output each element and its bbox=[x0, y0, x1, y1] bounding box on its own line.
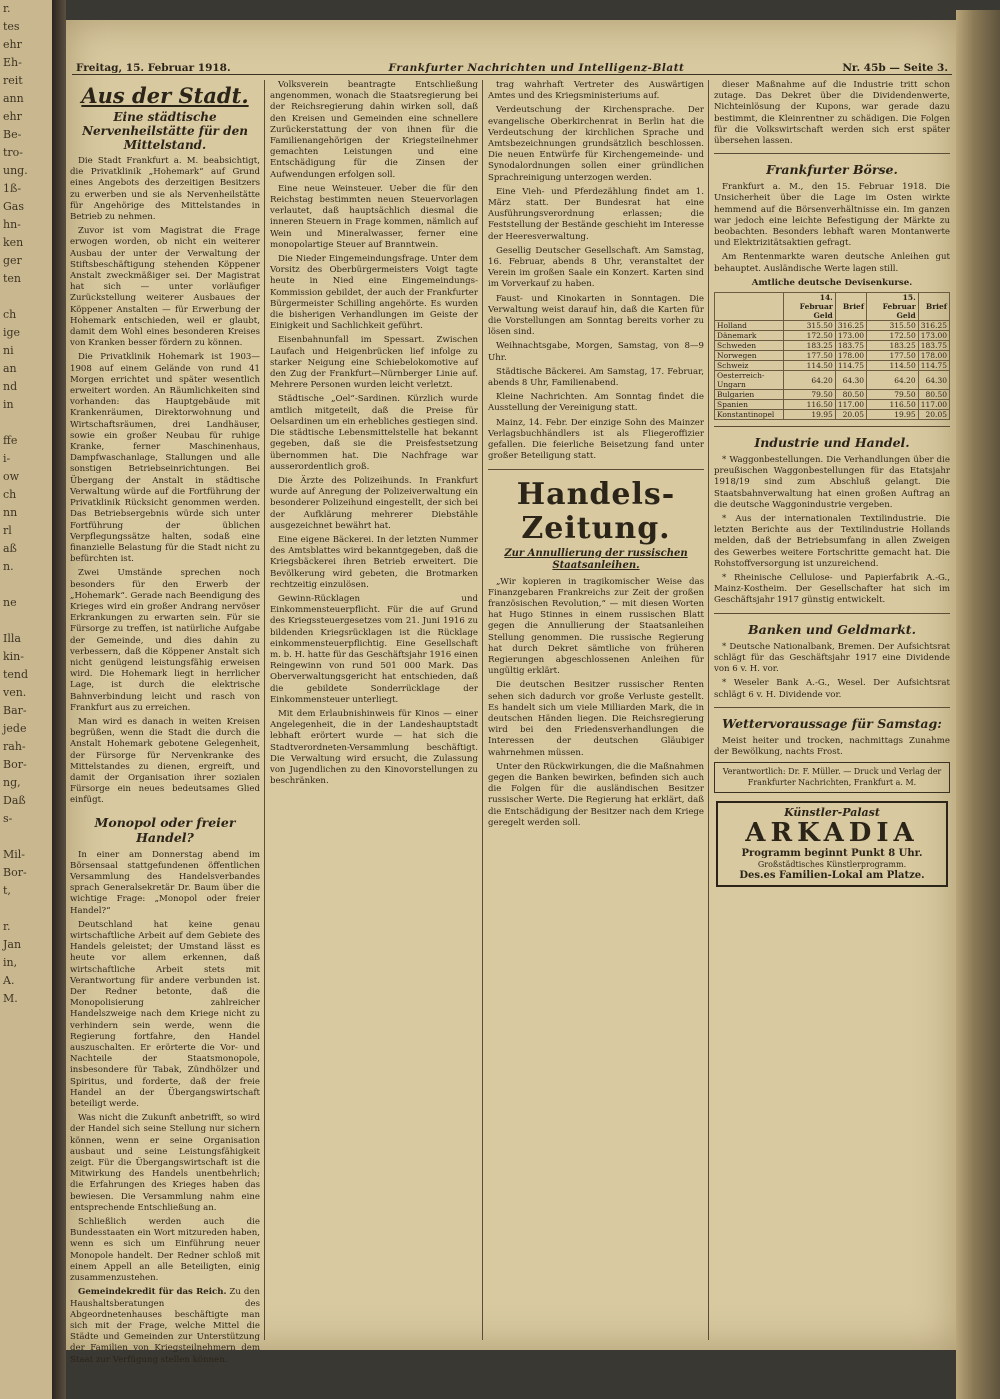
ad-line: Des.es Familien-Lokal am Platze. bbox=[739, 870, 925, 882]
table-cell: 183.25 bbox=[867, 341, 919, 351]
table-cell: 316.25 bbox=[835, 321, 866, 331]
table-header-cell: 15. Februar Geld bbox=[867, 293, 919, 321]
divider bbox=[488, 469, 704, 470]
previous-page-fragment bbox=[0, 288, 52, 306]
table-cell: 20.05 bbox=[835, 410, 866, 420]
table-cell: 172.50 bbox=[784, 331, 836, 341]
inline-heading: Gemeindekredit für das Reich. bbox=[78, 1287, 227, 1298]
previous-page-fragment: t, bbox=[3, 884, 11, 897]
table-cell: 80.50 bbox=[835, 390, 866, 400]
paragraph: Zuvor ist vom Magistrat die Frage erwogen worden, ob nicht ein weiterer Ausbau der unter der Verwaltung der Stiftsbeschäftigung stehenden Köppener Anstalt zweckmäßiger sei. Der Magistrat hat sich — unter vorläufiger Zurückstellung weiterer Ausbaues der Köppener Anstalten — für Erwerbung der Hohemark entschieden, weil er glaubt, damit dem Wohl eines besonderen Kreises von Kranken besser fördern zu können. bbox=[70, 226, 260, 349]
previous-page-fragment: n. bbox=[3, 560, 14, 573]
previous-page-fragment: ni bbox=[3, 344, 14, 357]
table-cell: 177.50 bbox=[784, 351, 836, 361]
table-cell: Norwegen bbox=[715, 351, 784, 361]
previous-page-fragment: reit bbox=[3, 74, 23, 87]
previous-page-fragment: ne bbox=[3, 596, 17, 609]
divider bbox=[714, 153, 950, 154]
table-cell: 173.00 bbox=[918, 331, 949, 341]
previous-page-fragment: ng, bbox=[3, 776, 21, 789]
table-row bbox=[715, 400, 950, 410]
table-header-cell bbox=[715, 293, 784, 321]
column-1 bbox=[70, 80, 261, 1365]
table-cell: Schweiz bbox=[715, 361, 784, 371]
article-subheading: Eine städtische Nervenheilstätte für den Mittelstand. bbox=[82, 110, 248, 152]
table-cell: 64.30 bbox=[835, 371, 866, 390]
previous-page-fragment: tend bbox=[3, 668, 29, 681]
article-subheading: Zur Annullierung der russischen Staatsanleihen. bbox=[504, 547, 688, 571]
paragraph: * Weseler Bank A.-G., Wesel. Der Aufsichtsrat schlägt 6 v. H. Dividende vor. bbox=[714, 678, 950, 700]
table-cell: 116.50 bbox=[867, 400, 919, 410]
table-cell: 116.50 bbox=[784, 400, 836, 410]
paragraph: * Waggonbestellungen. Die Verhandlungen über die preußischen Waggonbestellungen für das Etatsjahr 1918/19 sind zum Abschluß gelangt. Die Staatsbahnverwaltung hat einen großen Auftrag an die deutsche Waggonindustrie vergeben. bbox=[714, 455, 950, 510]
previous-page-fragment: aß bbox=[3, 542, 17, 555]
table-cell: 172.50 bbox=[867, 331, 919, 341]
table-cell: Bulgarien bbox=[715, 390, 784, 400]
banken-heading: Banken und Geldmarkt. bbox=[748, 621, 916, 637]
paragraph: * Rheinische Cellulose- und Papierfabrik A.-G., Mainz-Kostheim. Der Gesellschafter hat sich im Geschäftsjahr 1917 günstig entwickelt. bbox=[714, 573, 950, 606]
paragraph: Gesellig Deutscher Gesellschaft. Am Samstag, 16. Februar, abends 8 Uhr, veranstaltet der Verein im großen Saale ein Konzert. Karten sind im Vorverkauf zu haben. bbox=[488, 245, 704, 290]
ad-line: Programm beginnt Punkt 8 Uhr. bbox=[741, 847, 923, 859]
table-row bbox=[715, 331, 950, 341]
paragraph: Frankfurt a. M., den 15. Februar 1918. Die Unsicherheit über die Lage im Osten wirkte hemmend auf die Börsenverhältnisse ein. Im ganzen war jedoch eine leichte Befestigung der Märkte zu beobachten. Besonders lebhaft waren Montanwerte und Elektrizitätsaktien gefragt. bbox=[714, 182, 950, 249]
table-cell: 64.30 bbox=[918, 371, 949, 390]
previous-page-fragment: nd bbox=[3, 380, 18, 393]
previous-page-fragment: Be- bbox=[3, 128, 22, 141]
previous-page-fragment: Gas bbox=[3, 200, 24, 213]
previous-page-fragment: kin- bbox=[3, 650, 24, 663]
paragraph: Die Privatklinik Hohemark ist 1903—1908 auf einem Gelände von rund 41 Morgen errichtet und später wesentlich erweitert worden. An Räumlichkeiten sind vorhanden: das Hauptgebäude mit Krankenräumen, Direktorwohnung und Wirtschaftsräumen, drei Landhäuser, sowie ein großer Neubau für ruhige Kranke, ferner Maschinenhaus, Dampfwaschanlage, Stallungen und alle sonstigen Betriebseinrichtungen. Bei Übergang der Anstalt in städtische Verwaltung würde auf die Fortführung der Privatklinik Rücksicht genommen werden. Das Betriebsergebnis würde sich unter Fortführung der üblichen Verpflegungssätze halten, sodaß eine finanzielle Belastung für die Stadt nicht zu befürchten ist. bbox=[70, 352, 260, 565]
table-row bbox=[715, 410, 950, 420]
paragraph: trag wahrhaft Vertreter des Auswärtigen Amtes und des Kriegsministeriums auf. bbox=[488, 80, 704, 102]
table-row bbox=[715, 371, 950, 390]
article-body bbox=[70, 156, 260, 807]
column-rule bbox=[482, 80, 483, 1340]
paragraph: Die Ärzte des Polizeihunds. In Frankfurt wurde auf Anregung der Polizeiverwaltung ein besonderer Polizeihund eingestellt, der sich bei der Aufklärung mehrerer Diebstähle ausgezeichnet bewährt hat. bbox=[270, 475, 478, 531]
table-cell: 19.95 bbox=[867, 410, 919, 420]
exchange-rates-table bbox=[714, 292, 950, 420]
table-cell: 114.75 bbox=[835, 361, 866, 371]
paragraph: Faust- und Kinokarten in Sonntagen. Die Verwaltung weist darauf hin, daß die Karten für die Vorstellungen am Sonntag bereits vorher zu lösen sind. bbox=[488, 293, 704, 338]
table-cell: 117.00 bbox=[918, 400, 949, 410]
previous-page-fragment: Mil- bbox=[3, 848, 26, 861]
table-row bbox=[715, 341, 950, 351]
previous-page-fragment bbox=[0, 414, 52, 432]
column-rule bbox=[708, 80, 709, 1340]
paragraph: Städtische Bäckerei. Am Samstag, 17. Februar, abends 8 Uhr, Familienabend. bbox=[488, 366, 704, 389]
previous-page-fragment: ch bbox=[3, 308, 17, 321]
table-cell: 114.50 bbox=[784, 361, 836, 371]
table-cell: Dänemark bbox=[715, 331, 784, 341]
previous-page-fragment: an bbox=[3, 362, 17, 375]
article-heading: Monopol oder freier Handel? bbox=[94, 814, 236, 845]
previous-page-fragment: Bor- bbox=[3, 758, 27, 771]
previous-page-fragment: Daß bbox=[3, 794, 26, 807]
previous-page-fragment: hn- bbox=[3, 218, 21, 231]
arkadia-advertisement bbox=[716, 801, 948, 888]
paragraph: Kleine Nachrichten. Am Sonntag findet die Ausstellung der Vereinigung statt. bbox=[488, 392, 704, 414]
article-body bbox=[70, 850, 260, 1285]
table-body bbox=[715, 321, 950, 420]
handels-zeitung-title: Handels-Zeitung. bbox=[516, 476, 676, 546]
previous-page-fragment: ger bbox=[3, 254, 22, 267]
divider bbox=[714, 707, 950, 708]
previous-page-fragment: ige bbox=[3, 326, 21, 339]
paragraph: Deutschland hat keine genau wirtschaftliche Arbeit auf dem Gebiete des Handels geleistet; der Umstand lässt es heute vor allem erkennen, daß wirtschaftliche Arbeit stets mit Verantwortung für andere verbunden ist. Der Redner betonte, daß die Monopolisierung zahlreicher Handelszweige nach dem Kriege nicht zu verhindern sein werde, wenn die Regierung fortfahre, den Handel auszuschalten. Er erörterte die Vor- und Nachteile der Staatsmonopole, insbesondere für Tabak, Zündhölzer und Spiritus, und forderte, daß der freie Handel an der Übergangswirtschaft beteiligt werde. bbox=[70, 919, 260, 1110]
table-cell: 173.00 bbox=[835, 331, 866, 341]
page-header bbox=[72, 56, 952, 75]
previous-page-fragment: ow bbox=[3, 470, 20, 483]
book-edge bbox=[956, 10, 1000, 1399]
previous-page-fragment: nn bbox=[3, 506, 18, 519]
previous-page-fragment: M. bbox=[3, 992, 18, 1005]
header-date: Freitag, 15. Februar 1918. bbox=[76, 62, 231, 74]
paragraph: Eine Vieh- und Pferdezählung findet am 1. März statt. Der Bundesrat hat eine Ausführungsverordnung erlassen; die Feststellung der Bestände geschieht im Interesse der Heeresverwaltung. bbox=[488, 186, 704, 242]
previous-page-fragment: Bar- bbox=[3, 704, 27, 717]
paragraph: Volksverein beantragte Entschließung angenommen, wonach die Staatsregierung bei der Reichsregierung dahin wirken soll, daß den Kreisen und Gemeinden eine schnellere Zurückerstattung der von ihnen für die Familienangehörigen der Kriegsteilnehmer gemachten Leistungen und eine Entschädigung für die Zinsen der Aufwendungen erfolgen soll. bbox=[270, 80, 478, 180]
wetter-heading: Wettervoraussage für Samstag: bbox=[722, 715, 942, 731]
table-row bbox=[715, 390, 950, 400]
paragraph: Eisenbahnunfall im Spessart. Zwischen Laufach und Heigenbrücken lief infolge zu starker Neigung eine Schiebelokomotive auf den Zug der Frankfurt—Nürnberger Linie auf. Mehrere Personen wurden leicht verletzt. bbox=[270, 335, 478, 391]
ad-line: Großstädtisches Künstlerprogramm. bbox=[757, 859, 907, 869]
header-page-number: Nr. 45b — Seite 3. bbox=[842, 62, 948, 74]
page-gutter bbox=[52, 0, 66, 1399]
table-cell: 19.95 bbox=[784, 410, 836, 420]
table-cell: 178.00 bbox=[835, 351, 866, 361]
paragraph: Mainz, 14. Febr. Der einzige Sohn des Mainzer Verlagsbuchhändlers ist als Fliegeroffizier gefallen. Die feierliche Beisetzung fand unter großer Beteiligung statt. bbox=[488, 417, 704, 462]
newspaper-page bbox=[66, 20, 956, 1365]
previous-page-fragment: ehr bbox=[3, 38, 22, 51]
previous-page-fragment: r. bbox=[3, 2, 11, 15]
previous-page-fragment bbox=[0, 576, 52, 594]
table-header-cell: 14. Februar Geld bbox=[784, 293, 836, 321]
previous-page-fragment: in bbox=[3, 398, 14, 411]
previous-page-fragment: rl bbox=[3, 524, 12, 537]
previous-page-fragment: Eh- bbox=[3, 56, 22, 69]
paragraph: Die deutschen Besitzer russischer Renten sehen sich dadurch vor große Verluste gestellt. Es handelt sich um viele Milliarden Mark, die in deutschen Händen liegen. Die Reichsregierung wird bei den Friedensverhandlungen die Interessen der deutschen Gläubiger wahrnehmen müssen. bbox=[488, 680, 704, 758]
previous-page-fragment: ehr bbox=[3, 110, 22, 123]
table-cell: 316.25 bbox=[918, 321, 949, 331]
paragraph: „Wir kopieren in tragikomischer Weise das Finanzgebaren Frankreichs zur Zeit der großen französischen Revolution,“ — mit diesen Worten hat Hugo Stinnes in einem russischen Blatt gegen die Annullierung der Staatsanleihen Stellung genommen. Die russische Regierung hat durch Dekret sämtliche von früheren Regierungen abgeschlossenen Anleihen für ungültig erklärt. bbox=[488, 576, 704, 677]
previous-page-fragment: ch bbox=[3, 488, 17, 501]
table-cell: 315.50 bbox=[867, 321, 919, 331]
paragraph-text: Zu den Haushaltsberatungen des Abgeordnetenhauses beschäftigte man sich mit der Frage, welche Mittel die Städte und Gemeinden zur Unterstützung der Familien von Kriegsteilnehmern dem Staat zur Verfügung stellen können. bbox=[70, 1287, 261, 1365]
table-cell: 114.50 bbox=[867, 361, 919, 371]
industrie-heading: Industrie und Handel. bbox=[754, 435, 910, 451]
table-cell: 183.75 bbox=[835, 341, 866, 351]
previous-page-fragment: rah- bbox=[3, 740, 26, 753]
rates-caption: Amtliche deutsche Devisenkurse. bbox=[751, 277, 913, 288]
previous-page-fragment: r. bbox=[3, 920, 11, 933]
table-cell: 178.00 bbox=[918, 351, 949, 361]
table-cell: 80.50 bbox=[918, 390, 949, 400]
paragraph: Die Nieder Eingemeindungsfrage. Unter dem Vorsitz des Oberbürgermeisters Voigt tagte heute in Nied eine Eingemeindungs-Kommission gebildet, der auch der Frankfurter Bürgermeister Schilling angehörte. Es wurden die bisherigen Verhandlungen im Geiste der Einigkeit und Sachlichkeit geführt. bbox=[270, 254, 478, 332]
previous-page-fragment: A. bbox=[3, 974, 15, 987]
weather-forecast: Meist heiter und trocken, nachmittags Zunahme der Bewölkung, nachts Frost. bbox=[714, 735, 950, 757]
table-cell: 177.50 bbox=[867, 351, 919, 361]
previous-page-fragment bbox=[0, 900, 52, 918]
table-cell: Holland bbox=[715, 321, 784, 331]
table-cell: Schweden bbox=[715, 341, 784, 351]
previous-page-fragment: ten bbox=[3, 272, 22, 285]
table-row bbox=[715, 351, 950, 361]
paragraph: Verdeutschung der Kirchensprache. Der evangelische Oberkirchenrat in Berlin hat die Verdeutschung der kirchlichen Sprache und Amtsbezeichnungen grundsätzlich beschlossen. Die neuen Entwürfe für Kirchengemeinde- und Synodalordnungen sollen einer gründlichen Sprachreinigung unterzogen werden. bbox=[488, 105, 704, 183]
paragraph: Man wird es danach in weiten Kreisen begrüßen, wenn die Stadt die durch die Anstalt Hohemark gebotene Gelegenheit, der Fürsorge für Nervenkranke des Mittelstandes zu dienen, ergreift, und damit der Organisation ihrer sozialen Fürsorge ein neues bedeutsames Glied einfügt. bbox=[70, 716, 260, 806]
table-cell: 114.75 bbox=[918, 361, 949, 371]
paragraph: Gewinn-Rücklagen und Einkommensteuerpflicht. Für die auf Grund des Kriegssteuergesetzes vom 21. Juni 1916 zu bildenden Kriegsrücklagen ist die Rücklage einkommensteuerpflichtig. Eine Gesellschaft m. b. H. hatte für das Geschäftsjahr 1916 einen Reingewinn von rund 501 000 Mark. Das Oberverwaltungsgericht hat entschieden, daß die gebildete Sonderrücklage der Einkommensteuer unterliegt. bbox=[270, 593, 478, 705]
previous-page-fragment: 1ß- bbox=[3, 182, 22, 195]
table-cell: 79.50 bbox=[867, 390, 919, 400]
table-cell: Oesterreich-Ungarn bbox=[715, 371, 784, 390]
table-cell: 64.20 bbox=[784, 371, 836, 390]
divider bbox=[714, 613, 950, 614]
previous-page-fragment: s- bbox=[3, 812, 13, 825]
table-cell: 20.05 bbox=[918, 410, 949, 420]
paragraph: Weihnachtsgabe, Morgen, Samstag, von 8—9 Uhr. bbox=[488, 341, 704, 363]
column-rule bbox=[264, 80, 265, 1340]
table-cell: 79.50 bbox=[784, 390, 836, 400]
previous-page-fragment: tro- bbox=[3, 146, 24, 159]
boerse-heading: Frankfurter Börse. bbox=[766, 162, 898, 178]
table-row bbox=[715, 361, 950, 371]
previous-page-fragment bbox=[0, 828, 52, 846]
divider bbox=[714, 426, 950, 427]
paragraph: Die Stadt Frankfurt a. M. beabsichtigt, die Privatklinik „Hohemark“ auf Grund eines Angebots des derzeitigen Besitzers zu erwerben und sie als Nervenheilstätte für Angehörige des Mittelstandes in Betrieb zu nehmen. bbox=[70, 156, 260, 223]
paragraph: Mit dem Erlaubnishinweis für Kinos — einer Angelegenheit, die in der Landeshauptstadt lebhaft erörtert wurde — hat sich die Stadtverordneten-Versammlung beschäftigt. Die Verwaltung wird ersucht, die Zulassung von Jugendlichen zu den Kinovorstellungen zu beschränken. bbox=[270, 708, 478, 787]
imprint: Verantwortlich: Dr. F. Müller. — Druck und Verlag der Frankfurter Nachrichten, Frankfurt a. M. bbox=[714, 762, 950, 792]
table-cell: Konstantinopel bbox=[715, 410, 784, 420]
previous-page-fragment: tes bbox=[3, 20, 20, 33]
paragraph: Städtische „Oel“-Sardinen. Kürzlich wurde amtlich mitgeteilt, daß die Preise für Oelsardinen um ein erhebliches gestiegen sind. Die städtische Lebensmittelstelle hat bekannt gegeben, daß sie die Preisfestsetzung übernommen hat. Die Nachfrage war ausserordentlich groß. bbox=[270, 394, 478, 472]
paragraph: Was nicht die Zukunft anbetrifft, so wird der Handel sich seine Stellung nur sichern können, wenn er seine Organisation ausbaut und seine Leistungsfähigkeit zeigt. Für die Übergangswirtschaft ist die Mitwirkung des Handels unentbehrlich; die Erfahrungen des Krieges haben das bewiesen. Die Versammlung nahm eine entsprechende Entschließung an. bbox=[70, 1113, 260, 1213]
column-3 bbox=[488, 80, 704, 1350]
paragraph: * Deutsche Nationalbank, Bremen. Der Aufsichtsrat schlägt für das Geschäftsjahr 1917 eine Dividende von 6 v. H. vor. bbox=[714, 641, 950, 675]
column-2 bbox=[270, 80, 478, 1350]
previous-page-fragment bbox=[0, 612, 52, 630]
previous-page-edge bbox=[0, 0, 54, 1399]
table-cell: 64.20 bbox=[867, 371, 919, 390]
previous-page-fragment: ann bbox=[3, 92, 24, 105]
table-row bbox=[715, 321, 950, 331]
paragraph: * Aus der internationalen Textilindustrie. Die letzten Berichte aus der Textilindustrie Hollands melden, daß der Betriebsumfang in allen Zweigen des Gewerbes weitere Fortschritte gemacht hat. Die Rohstoffversorgung ist unzureichend. bbox=[714, 514, 950, 569]
ad-name: ARKADIA bbox=[745, 817, 919, 848]
table-header-row bbox=[715, 293, 950, 321]
paragraph: Zwei Umstände sprechen noch besonders für den Erwerb der „Hohemark“. Gerade nach Beendigung des Krieges wird ein großer Andrang nervöser Erkrankungen zu erwarten sein. Für sie Fürsorge zu treffen, ist natürliche Aufgabe der Gemeinde, und dies dahin zu verbessern, daß die Köppener Anstalt sich nicht genügend leistungsfähig erweisen wird. Die Hohemark liegt in herrlicher Lage, ist durch die elektrische Bahnverbindung leicht und rasch von Frankfurt aus zu erreichen. bbox=[70, 568, 260, 713]
paragraph: Schließlich werden auch die Bundesstaaten ein Wort mitzureden haben, wenn es sich um Einführung neuer Monopole handelt. Der Redner schloß mit einem Appell an alle Beteiligten, einig zusammenzustehen. bbox=[70, 1217, 260, 1284]
table-header-cell: Brief bbox=[918, 293, 949, 321]
previous-page-fragment: ung. bbox=[3, 164, 28, 177]
previous-page-fragment: Bor- bbox=[3, 866, 27, 879]
previous-page-fragment: in, bbox=[3, 956, 18, 969]
paragraph: Unter den Rückwirkungen, die die Maßnahmen gegen die Banken bewirken, befinden sich auch die Folgen für die ausländischen Besitzer russischer Werte. Die Regierung hat erklärt, daß die Entschädigung der Besitzer nach dem Kriege geregelt werden soll. bbox=[488, 761, 704, 828]
header-masthead: Frankfurter Nachrichten und Intelligenz-Blatt bbox=[388, 62, 685, 74]
previous-page-fragment: Illa bbox=[3, 632, 21, 645]
table-cell: 183.75 bbox=[918, 341, 949, 351]
table-cell: 117.00 bbox=[835, 400, 866, 410]
table-cell: 183.25 bbox=[784, 341, 836, 351]
paragraph: Eine eigene Bäckerei. In der letzten Nummer des Amtsblattes wird bekanntgegeben, daß die Kriegsbäckerei ihren Betrieb erweitert. Die Bevölkerung wird gebeten, die Brotmarken rechtzeitig einzulösen. bbox=[270, 534, 478, 590]
paragraph: Am Rentenmarkte waren deutsche Anleihen gut behauptet. Ausländische Werte lagen still. bbox=[714, 252, 950, 274]
table-header-cell: Brief bbox=[835, 293, 866, 321]
paragraph: Eine neue Weinsteuer. Ueber die für den Reichstag bestimmten neuen Steuervorlagen verlautet, daß hauptsächlich diesmal die inneren Steuern in Frage kommen, nämlich auf Wein und Mineralwasser, ferner eine monopolartige Steuer auf Branntwein. bbox=[270, 183, 478, 250]
previous-page-fragment: ken bbox=[3, 236, 24, 249]
section-heading: Aus der Stadt. bbox=[81, 83, 249, 108]
paragraph: In einer am Donnerstag abend im Börsensaal stattgefundenen öffentlichen Versammlung des Handelsverbandes sprach Generalsekretär Dr. Baum über die wichtige Frage: „Monopol oder freier Handel?“ bbox=[70, 849, 260, 916]
previous-page-fragment: i- bbox=[3, 452, 11, 465]
previous-page-fragment: jede bbox=[3, 722, 27, 735]
previous-page-fragment: ffe bbox=[3, 434, 18, 447]
previous-page-fragment: ven. bbox=[3, 686, 27, 699]
paragraph bbox=[70, 1287, 260, 1365]
paragraph: dieser Maßnahme auf die Industrie tritt schon zutage. Das Dekret über die Dividendenwerte, Nichteinlösung der Kupons, war gerade dazu bestimmt, die Kleinrentner zu schädigen. Die Folgen für die Volkswirtschaft werden sich erst später übersehen lassen. bbox=[714, 80, 950, 147]
column-4 bbox=[714, 80, 950, 1350]
ad-line: Künstler-Palast bbox=[784, 805, 880, 819]
table-cell: 315.50 bbox=[784, 321, 836, 331]
table-cell: Spanien bbox=[715, 400, 784, 410]
previous-page-fragment: Jan bbox=[3, 938, 22, 951]
